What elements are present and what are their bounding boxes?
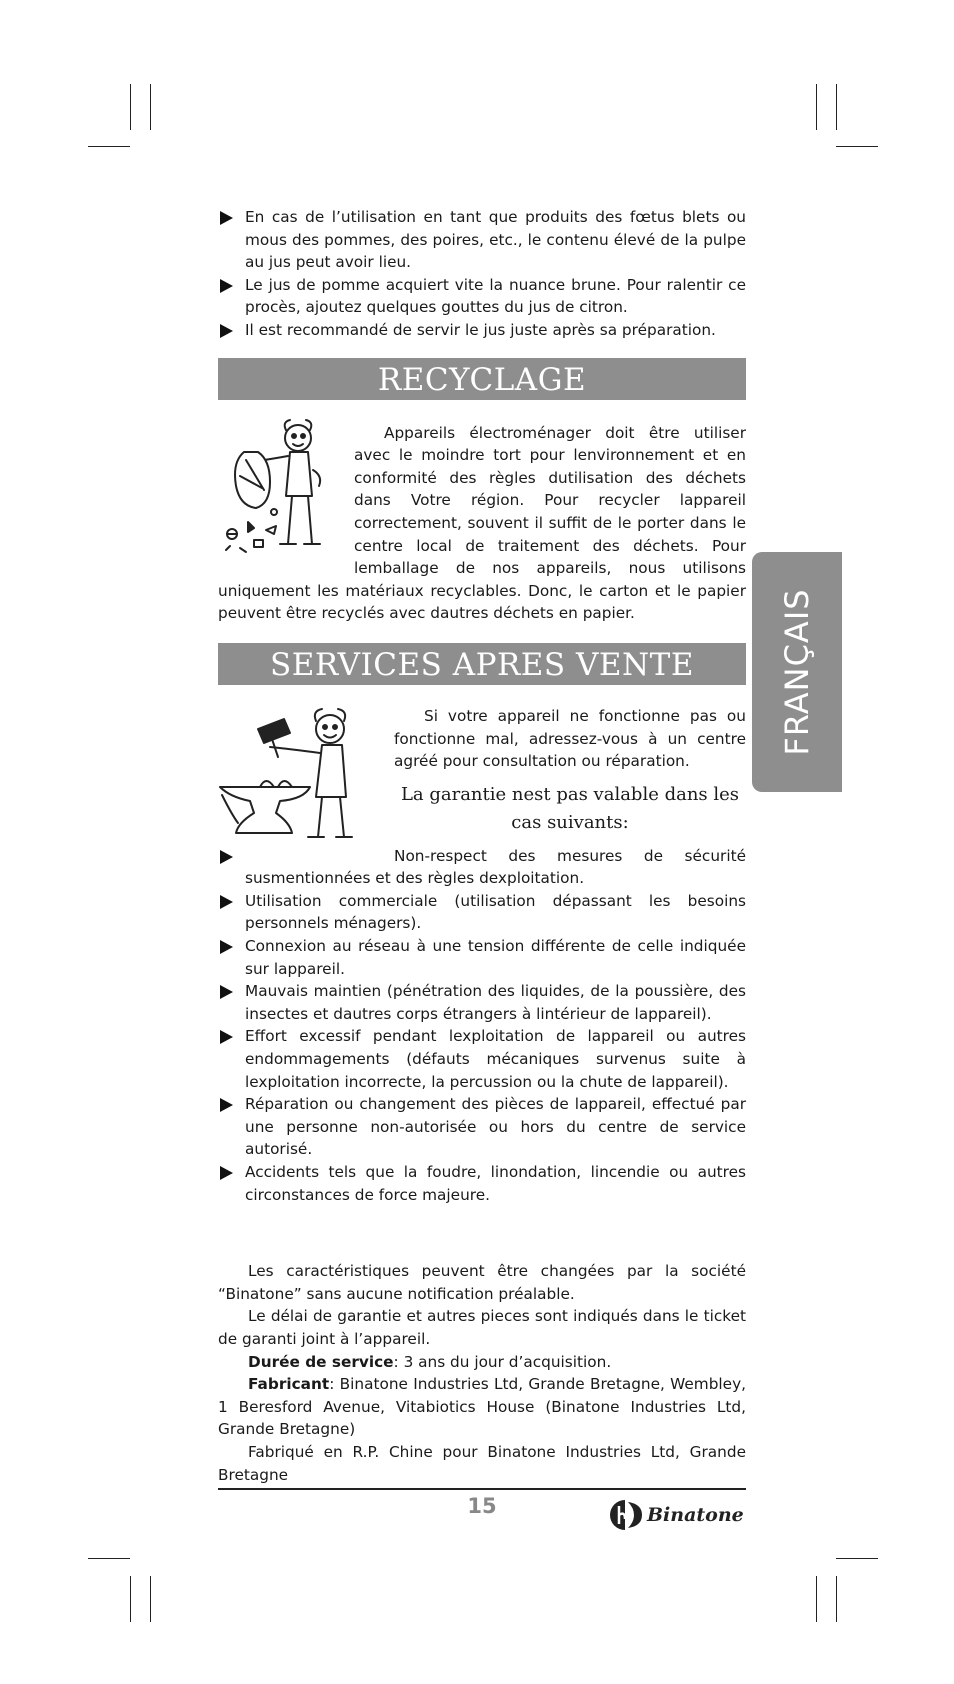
crop-mark — [836, 84, 837, 130]
notes-paragraph: Le délai de garantie et autres pieces sont indiqués dans le ticket de garanti joint à l’appareil. — [218, 1307, 746, 1348]
notes-block — [218, 1260, 746, 1486]
brand-name: Binatone — [647, 1504, 744, 1526]
brand-logo — [607, 1498, 744, 1532]
service-illustration — [218, 703, 380, 855]
service-life-label: Durée de service — [248, 1352, 394, 1371]
recycling-paragraph: Appareils électroménager doit être utiliser avec le moindre tort pour lenvironnement et en conformité des règles dutilisation des déchets dans Votre région. Pour recycler lappareil correctement, souvent il suffit de le porter dans le centre local de traitement des déchets. Pour lemballage de nos appareils, nous utilisons uniquement les matériaux recyclables. Donc, le carton et le papier peuvent être recyclés avec dautres déchets en papier. — [218, 423, 746, 623]
guarantee-exclusions-list — [218, 845, 746, 890]
crop-mark — [150, 84, 151, 130]
page-number: 15 — [467, 1494, 497, 1518]
crop-mark — [836, 146, 878, 147]
list-item: Le jus de pomme acquiert vite la nuance brune. Pour ralentir ce procès, ajoutez quelques gouttes du jus de citron. — [218, 274, 746, 319]
crop-mark — [836, 1558, 878, 1559]
crop-mark — [816, 1576, 817, 1622]
crop-mark — [130, 84, 131, 130]
crop-mark — [88, 146, 130, 147]
list-item: Mauvais maintien (pénétration des liquides, de la poussière, des insectes et dautres corps étrangers à lintérieur de lappareil). — [218, 980, 746, 1025]
language-label: FRANÇAIS — [778, 588, 816, 756]
crop-mark — [88, 1558, 130, 1559]
language-tab — [752, 552, 842, 792]
notes-paragraph: Les caractéristiques peuvent être changées par la société “Binatone” sans aucune notification préalable. — [218, 1262, 746, 1303]
manufacturer-line — [218, 1373, 746, 1441]
recycling-heading: RECYCLAGE — [218, 358, 746, 400]
list-item: Il est recommandé de servir le jus juste après sa préparation. — [218, 319, 746, 342]
crop-mark — [836, 1576, 837, 1622]
service-paragraph: Si votre appareil ne fonctionne pas ou fonctionne mal, adressez-vous à un centre agréé pour consultation ou réparation. — [394, 706, 746, 771]
crop-mark — [816, 84, 817, 130]
list-item: Accidents tels que la foudre, linondation, lincendie ou autres circonstances de force majeure. — [218, 1161, 746, 1206]
list-item: Connexion au réseau à une tension différente de celle indiquée sur lappareil. — [218, 935, 746, 980]
list-item: Réparation ou changement des pièces de lappareil, effectué par une personne non-autorisée ou hors du centre de service autorisé. — [218, 1093, 746, 1161]
list-item: Non-respect des mesures de sécurité susmentionnées et des règles dexploitation. — [218, 845, 746, 890]
page-content — [218, 206, 746, 1486]
list-item: En cas de l’utilisation en tant que produits des fœtus blets ou mous des pommes, des poires, etc., le contenu élevé de la pulpe au jus peut avoir lieu. — [218, 206, 746, 274]
binatone-logo-icon — [607, 1498, 645, 1532]
anvil-hammer-figure-icon — [218, 703, 380, 855]
list-item: Utilisation commerciale (utilisation dépassant les besoins personnels ménagers). — [218, 890, 746, 935]
list-item: Effort excessif pendant lexploitation de lappareil ou autres endommagements (défauts mécaniques survenus suite à lexploitation incorrecte, la percussion ou la chute de lappareil). — [218, 1025, 746, 1093]
service-life-line — [218, 1351, 746, 1374]
service-life-value: : 3 ans du jour d’acquisition. — [393, 1352, 612, 1371]
notes-paragraph: Fabriqué en R.P. Chine pour Binatone Industries Ltd, Grande Bretagne — [218, 1442, 746, 1484]
recycling-illustration — [218, 416, 338, 574]
crop-mark — [150, 1576, 151, 1622]
guarantee-exclusions-list-continued — [218, 890, 746, 1206]
intro-bullet-list — [218, 206, 746, 342]
service-heading: SERVICES APRES VENTE — [218, 643, 746, 685]
manufacturer-value: : Binatone Industries Ltd, Grande Bretagne, Wembley, 1 Beresford Avenue, Vitabiotics House (Binatone Industries Ltd, Grande Bretagne) — [218, 1375, 746, 1439]
guarantee-title: La garantie nest pas valable dans les cas suivants: — [400, 783, 740, 833]
recycling-figure-icon — [218, 416, 338, 574]
footer-divider — [218, 1488, 746, 1490]
manufacturer-label: Fabricant — [248, 1375, 330, 1394]
crop-mark — [130, 1576, 131, 1622]
